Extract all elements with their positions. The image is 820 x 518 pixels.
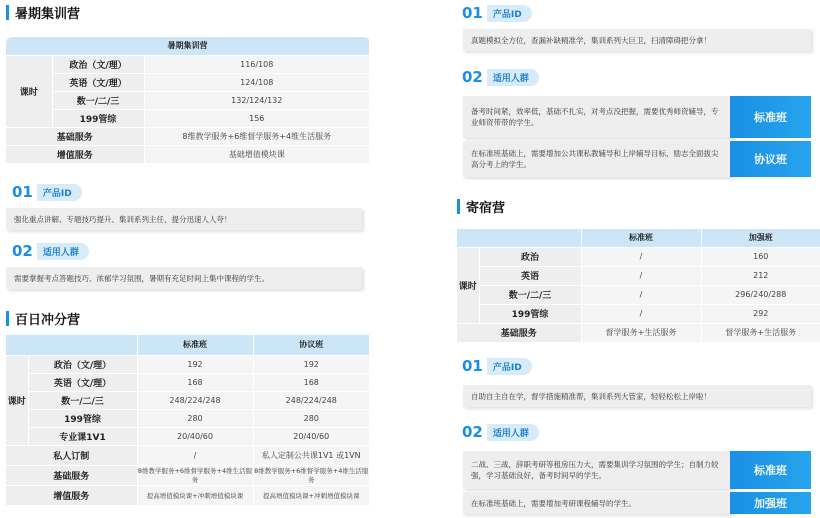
boarding-basic-v2: 督学服务+生活服务 [701, 323, 820, 342]
right-audience-text-standard: 备考时间紧，效率低，基础不扎实，对考点没把握，需要优秀师资辅导，专业师资带带的学生。 [463, 96, 733, 138]
summer-row-value: 156 [144, 109, 370, 127]
hundred-custom-v1: / [137, 445, 253, 465]
hundred-row-v1: 20/40/60 [137, 427, 253, 445]
hundred-row-v2: 20/40/60 [253, 427, 370, 445]
hundred-row-label: 英语（文/理） [28, 373, 137, 391]
boarding-row-v2: 296/240/288 [701, 285, 820, 304]
hundred-row-label: 专业课1V1 [28, 427, 137, 445]
right-audience-text-protocol: 在标准班基础上，需要增加公共课私教辅导和上岸辅导目标，励志全面拔尖高分考上的学生。 [463, 141, 733, 177]
summer-row-label: 199管综 [52, 109, 144, 127]
boarding-row-label: 政治 [479, 247, 581, 266]
summer-basic-value: 8维教学服务+6维督学服务+4维生活服务 [144, 127, 370, 145]
boarding-row-v1: / [581, 266, 701, 285]
right-audience-heading: 02 适用人群 [462, 68, 539, 86]
boarding-row-v2: 160 [701, 247, 820, 266]
boarding-col-standard: 标准班 [581, 229, 701, 247]
boarding-row-v1: / [581, 247, 701, 266]
boarding-row-label: 英语 [479, 266, 581, 285]
hundred-basic-label: 基础服务 [6, 465, 137, 485]
hundred-side-label: 课时 [6, 355, 28, 445]
boarding-row-label: 199管综 [479, 304, 581, 323]
hundred-row-v2: 168 [253, 373, 370, 391]
summer-extra-value: 基础增值模块课 [144, 145, 370, 163]
hundred-section-title: 百日冲分营 [6, 309, 80, 327]
hundred-row-v2: 248/224/248 [253, 391, 370, 409]
boarding-audience-heading: 02 适用人群 [462, 423, 539, 441]
summer-section-title: 暑期集训营 [6, 3, 80, 21]
standard-class-button[interactable]: 标准班 [730, 96, 811, 138]
summer-row-label: 政治（文/理） [52, 55, 144, 73]
boarding-row-v1: / [581, 304, 701, 323]
right-product-id-text: 真题模拟全方位，查漏补缺精准学，集训系列大巨卫，扫清障碍把分拿！ [463, 29, 811, 51]
boarding-table [457, 229, 820, 343]
summer-product-id-text: 强化重点讲解、专题技巧提升、集训系列主任、提分迅速人人夸！ [6, 208, 362, 230]
hundred-row-v1: 192 [137, 355, 253, 373]
boarding-standard-button[interactable]: 标准班 [730, 451, 811, 489]
title-bar [6, 5, 9, 20]
hundred-extra-v2: 提高增值模块课+冲刺增值模块课 [253, 485, 370, 505]
hundred-col-protocol: 协议班 [253, 335, 370, 355]
hundred-row-v1: 248/224/248 [137, 391, 253, 409]
boarding-row-v2: 212 [701, 266, 820, 285]
boarding-side-label: 课时 [457, 247, 479, 323]
hundred-extra-v1: 提高增值模块课+冲刺增值模块课 [137, 485, 253, 505]
title-bar [6, 311, 9, 326]
hundred-row-label: 数一/二/三 [28, 391, 137, 409]
hundred-table [6, 335, 370, 506]
boarding-col-enhanced: 加强班 [701, 229, 820, 247]
boarding-product-id-text: 自助自主自在学，督学措施精准帮，集训系列大管家，轻轻松松上岸啦！ [463, 385, 811, 407]
protocol-class-button[interactable]: 协议班 [730, 141, 811, 177]
title-bar [457, 199, 460, 214]
hundred-basic-v1: 8维教学服务+6维督学服务+4维生活服务 [137, 467, 253, 484]
boarding-row-label: 数一/二/三 [479, 285, 581, 304]
summer-row-value: 124/108 [144, 73, 370, 91]
hundred-custom-label: 私人订制 [6, 445, 137, 465]
summer-extra-label: 增值服务 [6, 145, 144, 163]
summer-table-header: 暑期集训营 [6, 37, 370, 55]
boarding-basic-v1: 督学服务+生活服务 [581, 323, 701, 342]
boarding-section-title: 寄宿营 [457, 197, 505, 215]
summer-audience-heading: 02 适用人群 [12, 242, 89, 260]
hundred-basic-v2: 8维教学服务+6维督学服务+4维生活服务 [254, 467, 369, 484]
summer-side-label: 课时 [6, 55, 52, 127]
boarding-row-v1: / [581, 285, 701, 304]
hundred-row-v2: 192 [253, 355, 370, 373]
boarding-enhanced-button[interactable]: 加强班 [730, 492, 811, 514]
boarding-audience-text-enhanced: 在标准班基础上，需要增加考研课程辅导的学生。 [463, 492, 733, 514]
boarding-product-id-heading: 01 产品ID [462, 357, 532, 375]
summer-audience-text: 需要掌握考点答题技巧、浓郁学习氛围，暑期有充足时间上集中课程的学生。 [6, 267, 362, 289]
hundred-row-label: 政治（文/理） [28, 355, 137, 373]
hundred-row-v1: 168 [137, 373, 253, 391]
summer-basic-label: 基础服务 [6, 127, 144, 145]
summer-row-label: 英语（文/理） [52, 73, 144, 91]
boarding-basic-label: 基础服务 [457, 323, 581, 342]
hundred-row-v2: 280 [253, 409, 370, 427]
hundred-row-label: 199管综 [28, 409, 137, 427]
hundred-custom-v2: 私人定制公共课1V1 或1VN [253, 445, 370, 465]
hundred-row-v1: 280 [137, 409, 253, 427]
summer-row-value: 132/124/132 [144, 91, 370, 109]
boarding-audience-text-standard: 二战、三战，辞职考研等租房压力大，需要集训学习氛围的学生；自制力较强，学习基础良好，备考时间早的学生。 [463, 451, 733, 489]
summer-row-label: 数一/二/三 [52, 91, 144, 109]
summer-table [6, 37, 370, 164]
summer-product-id-heading: 01 产品ID [12, 183, 82, 201]
right-product-id-heading: 01 产品ID [462, 4, 532, 22]
hundred-extra-label: 增值服务 [6, 485, 137, 505]
summer-row-value: 116/108 [144, 55, 370, 73]
boarding-row-v2: 292 [701, 304, 820, 323]
hundred-col-standard: 标准班 [137, 335, 253, 355]
